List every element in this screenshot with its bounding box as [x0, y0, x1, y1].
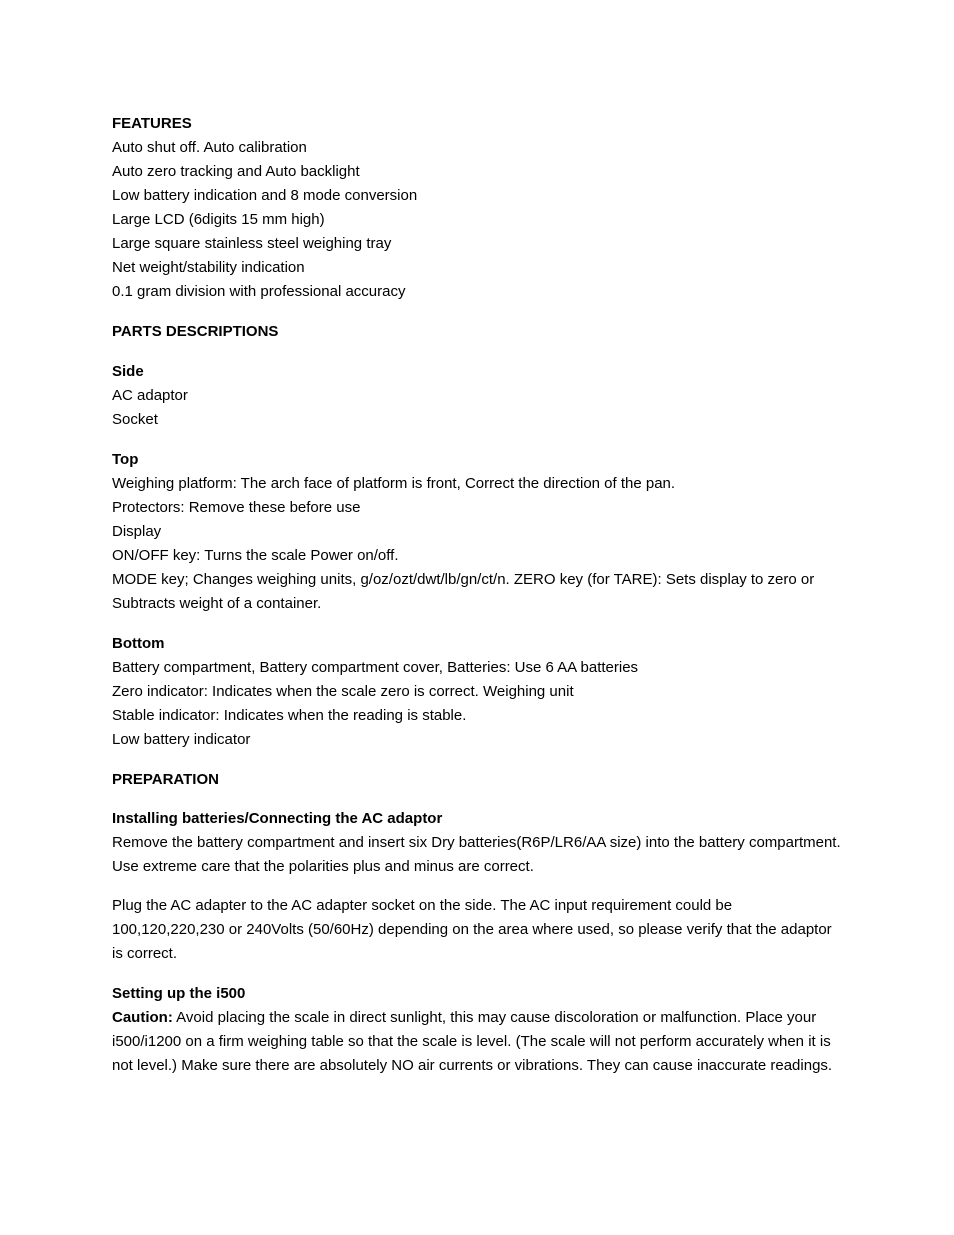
ac-adapter-paragraph: Plug the AC adapter to the AC adapter socket on the side. The AC input requirement could be 100,120,220,230 or 240Volts (50/60Hz) depending on the area where used, so please verify that the adaptor is correct. — [112, 897, 832, 962]
side-item: Socket — [112, 411, 158, 428]
feature-item: 0.1 gram division with professional accuracy — [112, 283, 406, 300]
top-item: MODE key; Changes weighing units, g/oz/ozt/dwt/lb/gn/ct/n. ZERO key (for TARE): Sets display to zero or Subtracts weight of a container. — [112, 571, 815, 612]
installing-paragraph: Remove the battery compartment and insert six Dry batteries(R6P/LR6/AA size) into the battery compartment. Use extreme care that the polarities plus and minus are correct. — [112, 834, 841, 875]
feature-item: Auto zero tracking and Auto backlight — [112, 163, 360, 180]
feature-item: Auto shut off. Auto calibration — [112, 139, 307, 156]
top-item: ON/OFF key: Turns the scale Power on/off. — [112, 547, 399, 564]
setup-heading: Setting up the i500 — [112, 985, 246, 1002]
installing-heading: Installing batteries/Connecting the AC adaptor — [112, 810, 443, 827]
top-item: Display — [112, 523, 162, 540]
parts-heading: PARTS DESCRIPTIONS — [112, 323, 279, 340]
caution-paragraph — [112, 1006, 842, 1078]
bottom-item: Stable indicator: Indicates when the reading is stable. — [112, 707, 467, 724]
bottom-heading: Bottom — [112, 635, 165, 652]
bottom-item: Zero indicator: Indicates when the scale zero is correct. Weighing unit — [112, 683, 574, 700]
side-item: AC adaptor — [112, 387, 188, 404]
feature-item: Large square stainless steel weighing tray — [112, 235, 392, 252]
top-item: Protectors: Remove these before use — [112, 499, 361, 516]
side-heading: Side — [112, 363, 144, 380]
feature-item: Large LCD (6digits 15 mm high) — [112, 211, 325, 228]
caution-text: Avoid placing the scale in direct sunlight, this may cause discoloration or malfunction. Place your i500/i1200 on a firm weighing table so that the scale is level. (The scale will not perform accurately when it is not level.) Make sure there are absolutely NO air currents or vibrations. They can cause inaccurate readings. — [112, 1009, 833, 1074]
feature-item: Low battery indication and 8 mode conversion — [112, 187, 418, 204]
bottom-item: Low battery indicator — [112, 731, 251, 748]
top-heading: Top — [112, 451, 139, 468]
document-page — [112, 112, 842, 1078]
features-heading: FEATURES — [112, 115, 192, 132]
feature-item: Net weight/stability indication — [112, 259, 305, 276]
caution-label: Caution: — [112, 1009, 173, 1026]
top-item: Weighing platform: The arch face of platform is front, Correct the direction of the pan. — [112, 475, 676, 492]
bottom-item: Battery compartment, Battery compartment cover, Batteries: Use 6 AA batteries — [112, 659, 639, 676]
preparation-heading: PREPARATION — [112, 771, 219, 788]
